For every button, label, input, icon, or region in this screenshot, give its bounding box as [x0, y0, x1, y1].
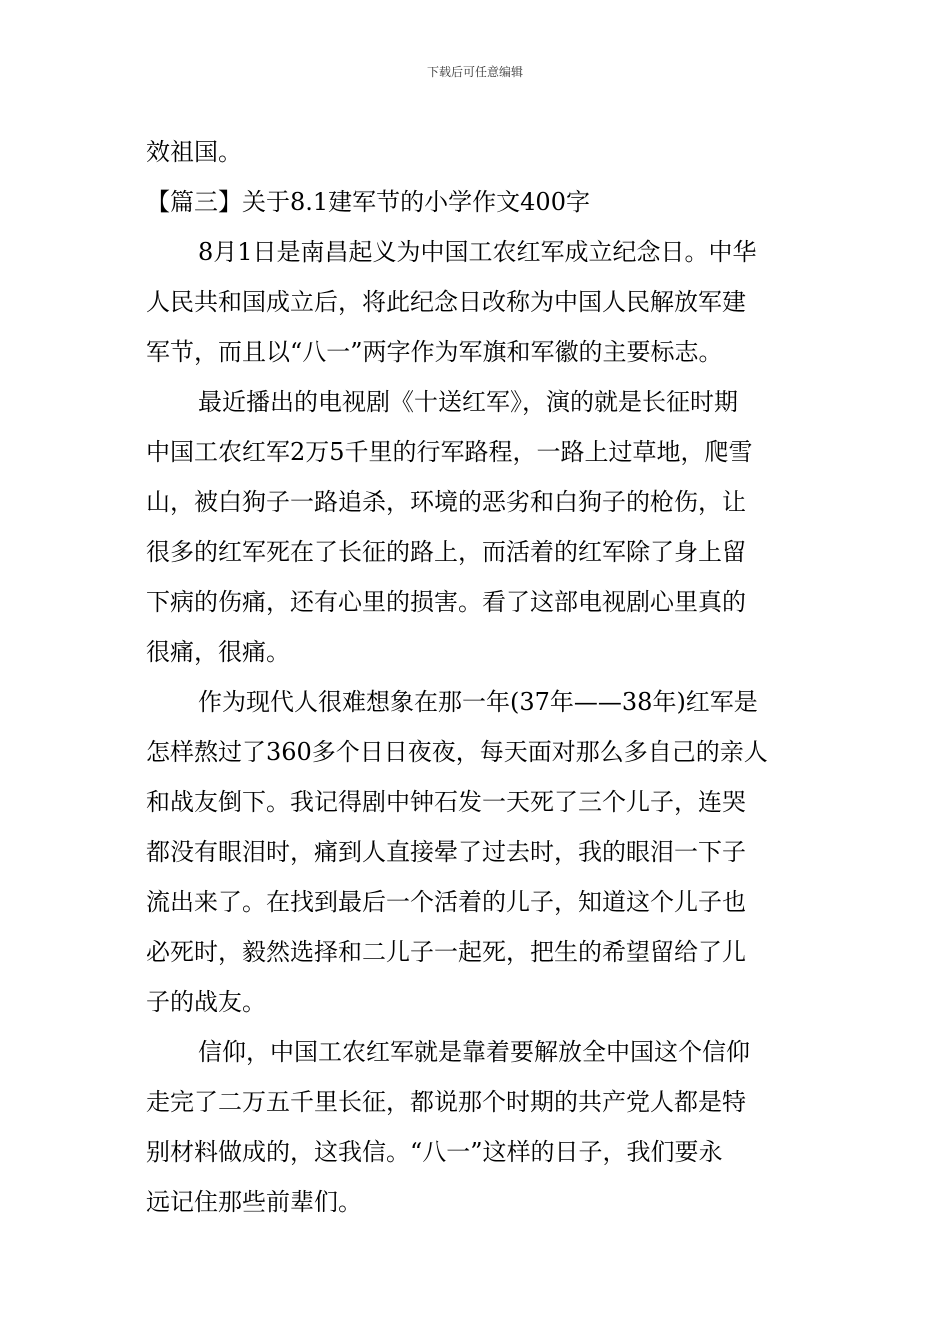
- paragraph-line: 别材料做成的，这我信。“八一”这样的日子，我们要永: [146, 1138, 723, 1166]
- paragraph-line: 都没有眼泪时，痛到人直接晕了过去时，我的眼泪一下子: [146, 838, 746, 866]
- paragraph-line: 子的战友。: [146, 988, 266, 1016]
- paragraph-line: 必死时，毅然选择和二儿子一起死，把生的希望留给了儿: [146, 938, 746, 966]
- section-heading: 【篇三】关于8.1建军节的小学作文400字: [146, 188, 590, 216]
- paragraph-1: [146, 227, 810, 377]
- paragraph-line: 怎样熬过了360多个日日夜夜，每天面对那么多自己的亲人: [146, 738, 768, 766]
- paragraph-line: 远记住那些前辈们。: [146, 1188, 362, 1216]
- paragraph-line: 作为现代人很难想象在那一年(37年——38年)红军是: [198, 688, 758, 716]
- paragraph-line: 很痛，很痛。: [146, 638, 290, 666]
- paragraph-line: 很多的红军死在了长征的路上，而活着的红军除了身上留: [146, 538, 746, 566]
- paragraph-4: [146, 1027, 810, 1227]
- paragraph-line: 信仰，中国工农红军就是靠着要解放全中国这个信仰: [198, 1038, 750, 1066]
- paragraph-line: 流出来了。在找到最后一个活着的儿子，知道这个儿子也: [146, 888, 746, 916]
- paragraph-2: [146, 377, 810, 677]
- paragraph-line: 中国工农红军2万5千里的行军路程，一路上过草地，爬雪: [146, 438, 753, 466]
- paragraph-line: 人民共和国成立后，将此纪念日改称为中国人民解放军建: [146, 288, 746, 316]
- paragraph-line: 下病的伤痛，还有心里的损害。看了这部电视剧心里真的: [146, 588, 746, 616]
- lead-line: 效祖国。: [146, 138, 242, 166]
- paragraph-line: 和战友倒下。我记得剧中钟石发一天死了三个儿子，连哭: [146, 788, 746, 816]
- paragraph-line: 山，被白狗子一路追杀，环境的恶劣和白狗子的枪伤，让: [146, 488, 746, 516]
- document-body: [146, 127, 810, 1227]
- paragraph-line: 走完了二万五千里长征，都说那个时期的共产党人都是特: [146, 1088, 746, 1116]
- paragraph-line: 最近播出的电视剧《十送红军》，演的就是长征时期: [198, 388, 738, 416]
- page-header: 下载后可任意编辑: [426, 65, 523, 79]
- paragraph-3: [146, 677, 810, 1027]
- paragraph-line: 军节，而且以“八一”两字作为军旗和军徽的主要标志。: [146, 338, 723, 366]
- paragraph-line: 8月1日是南昌起义为中国工农红军成立纪念日。中华: [198, 238, 757, 266]
